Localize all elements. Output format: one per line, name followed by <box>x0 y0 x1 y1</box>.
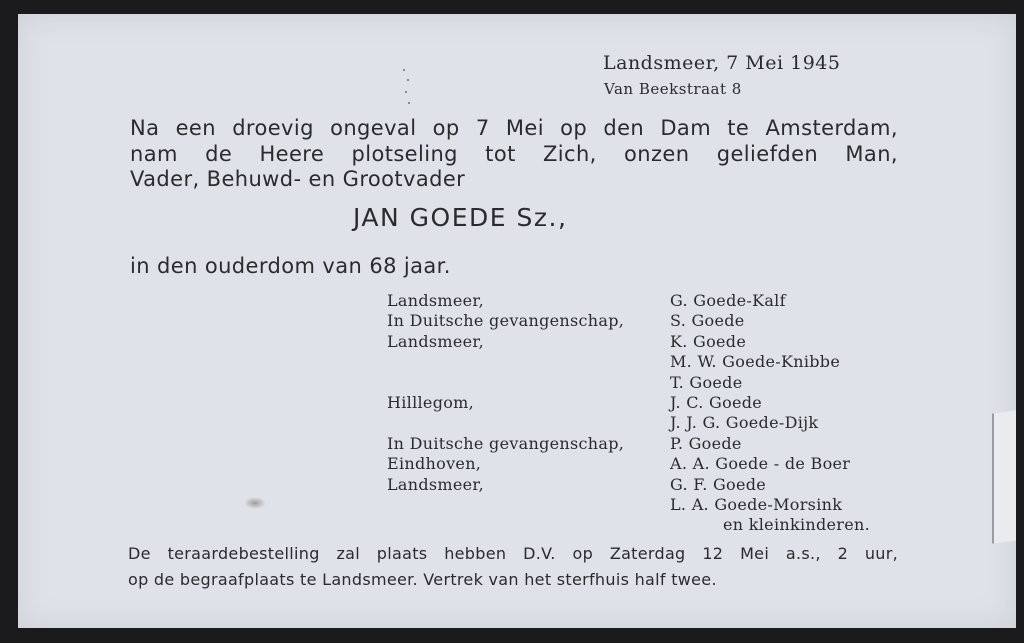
announcement-line-1: Na een droevig ongeval op 7 Mei op den Dam te Amsterdam, <box>130 116 898 140</box>
relative-place: Hilllegom, <box>387 392 475 412</box>
relative-place: In Duitsche gevangenschap, <box>387 433 625 453</box>
relative-row <box>387 352 907 372</box>
funeral-line-1: De teraardebestelling zal plaats hebben D.V. op Zaterdag 12 Mei a.s., 2 uur, <box>128 544 898 563</box>
announcement-line-3: Vader, Behuwd- en Grootvader <box>130 167 466 191</box>
funeral-line-2: op de begraafplaats te Landsmeer. Vertrek van het sterfhuis half twee. <box>128 570 717 589</box>
relative-row <box>387 373 907 393</box>
relative-row <box>387 332 907 352</box>
relative-person: P. Goede <box>670 433 742 453</box>
age-line: in den ouderdom van 68 jaar. <box>130 254 451 278</box>
relative-person: K. Goede <box>670 331 747 351</box>
relative-place: Landsmeer, <box>387 474 485 494</box>
relative-row <box>387 413 907 433</box>
relative-person: M. W. Goede-Knibbe <box>670 352 841 372</box>
announcement-line-2: nam de Heere plotseling tot Zich, onzen geliefden Man, <box>130 142 898 166</box>
relative-place: In Duitsche gevangenschap, <box>387 311 625 331</box>
mourning-card <box>18 14 1016 628</box>
deceased-name: JAN GOEDE Sz., <box>353 203 568 232</box>
relative-place: Landsmeer, <box>387 291 485 310</box>
paper-specks <box>401 69 421 109</box>
relative-place: Landsmeer, <box>387 331 485 351</box>
address: Van Beekstraat 8 <box>604 80 742 98</box>
relative-row <box>387 495 907 515</box>
relative-row <box>387 434 907 454</box>
place-date: Landsmeer, 7 Mei 1945 <box>603 52 841 74</box>
relative-person: L. A. Goede-Morsink <box>670 494 843 514</box>
relative-row <box>387 291 907 311</box>
relative-person: J. C. Goede <box>670 392 763 412</box>
relative-person: G. F. Goede <box>670 474 767 494</box>
relative-row <box>387 393 907 413</box>
relative-person: S. Goede <box>670 311 745 331</box>
relative-row <box>387 454 907 474</box>
relative-person: T. Goede <box>670 372 743 392</box>
relative-place: Eindhoven, <box>387 454 482 474</box>
relatives-list <box>387 291 907 515</box>
relative-row <box>387 475 907 495</box>
relative-person: A. A. Goede - de Boer <box>670 454 851 474</box>
relative-person: J. J. G. Goede-Dijk <box>670 413 819 433</box>
relative-row <box>387 311 907 331</box>
adjacent-card-edge <box>992 410 1016 543</box>
ink-smudge <box>244 497 266 509</box>
grandchildren-line: en kleinkinderen. <box>723 515 870 534</box>
relative-person: G. Goede-Kalf <box>670 291 786 310</box>
